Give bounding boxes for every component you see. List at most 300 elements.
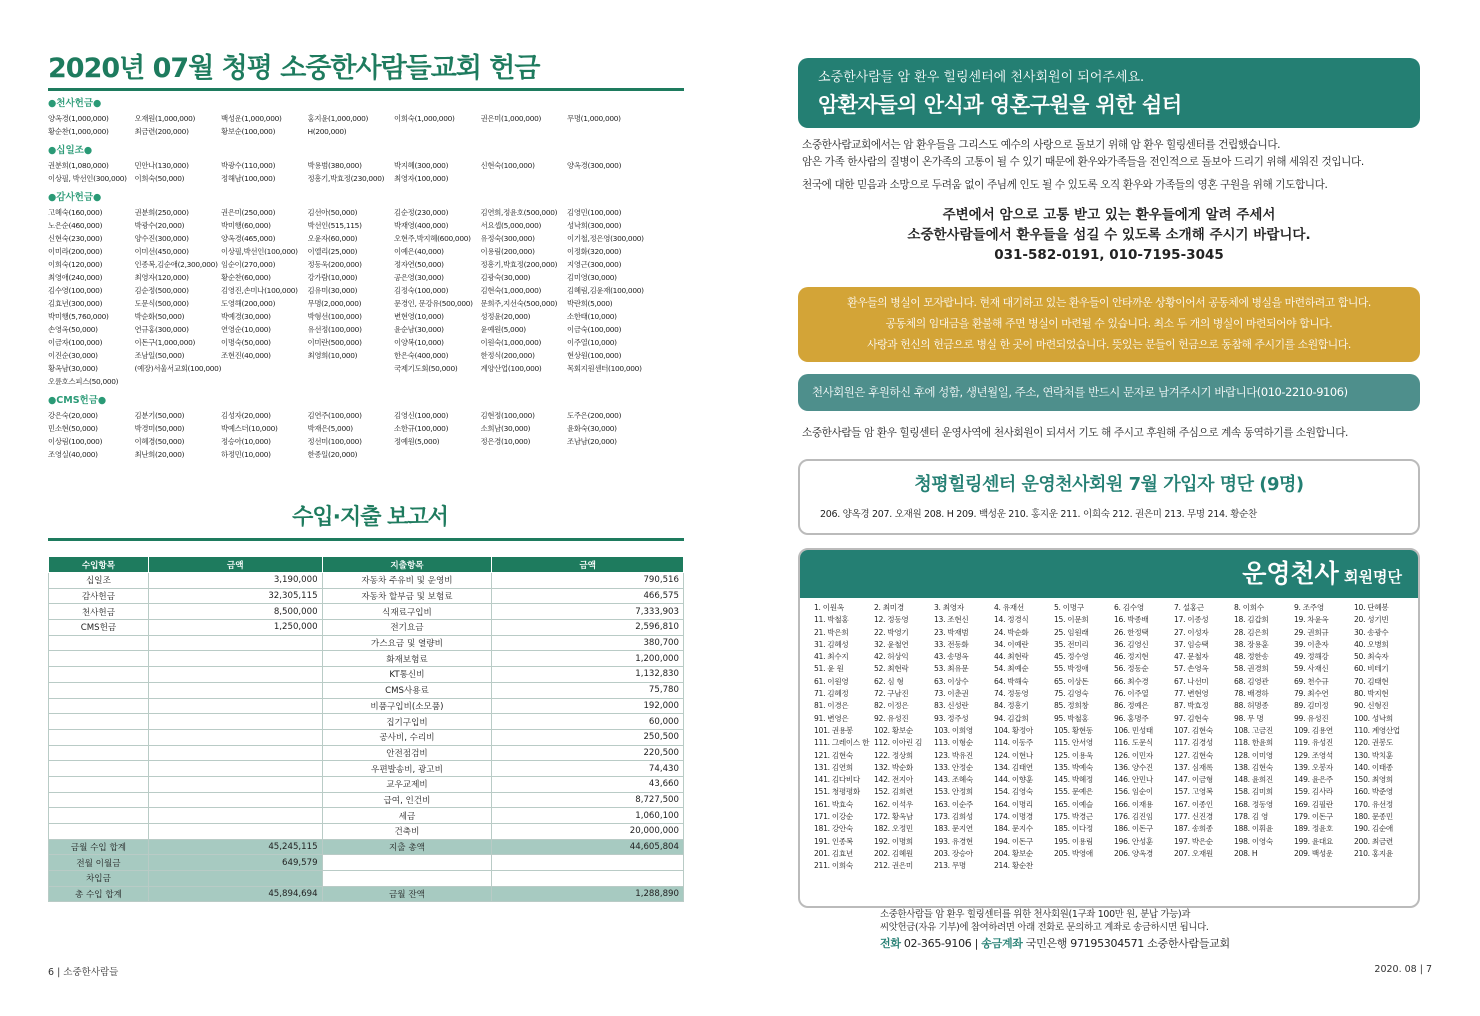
member-entry: 37. 임승택 — [1174, 639, 1209, 649]
member-entry: 35. 전미리 — [1054, 639, 1089, 649]
table-row — [49, 714, 684, 730]
members-title: 운영천사 — [1242, 559, 1339, 588]
donation-entry: 김연주(100,000) — [307, 411, 362, 420]
member-entry: 190. 김순애 — [1354, 824, 1393, 834]
member-entry: 64. 박해숙 — [994, 676, 1029, 686]
member-entry: 118. 한윤희 — [1234, 738, 1273, 748]
member-entry: 138. 김현숙 — [1234, 762, 1273, 772]
donation-entry: 김현숙(1,000,000) — [480, 286, 542, 295]
donation-entry: 김영민(100,000) — [567, 208, 622, 217]
member-entry: 15. 이문희 — [1054, 615, 1089, 625]
table-row — [49, 808, 684, 824]
donation-entry: 소희남(30,000) — [480, 424, 531, 433]
member-entry: 69. 천수규 — [1294, 676, 1329, 686]
ask-line: 주변에서 암으로 고통 받고 있는 환우들에게 알려 주세서 — [942, 207, 1276, 223]
table-cell — [49, 792, 149, 808]
table-cell: 자동차 주유비 및 운영비 — [322, 573, 492, 589]
member-entry: 151. 청평평화 — [814, 787, 860, 797]
account-label: 송금계좌 — [981, 937, 1023, 950]
member-entry: 63. 이상수 — [934, 676, 969, 686]
table-row — [49, 667, 684, 683]
donation-entry: 양옥경(1,000,000) — [48, 114, 109, 123]
member-entry: 10. 단혜봉 — [1354, 603, 1389, 612]
table-cell: 32,305,115 — [148, 588, 322, 604]
member-entry: 93. 정주성 — [934, 713, 969, 723]
donation-entry: 박형선(100,000) — [307, 312, 362, 321]
phone-number: 02-365-9106 — [900, 937, 972, 950]
column-header: 수입항목 — [49, 557, 149, 573]
table-cell: 자동차 할부금 및 보험료 — [322, 588, 492, 604]
donation-entry: 박란희(5,000) — [567, 299, 613, 308]
member-entry: 89. 김미정 — [1294, 701, 1329, 711]
donation-entry: 이용림(200,000) — [480, 247, 535, 256]
member-entry: 191. 인종복 — [814, 836, 853, 846]
member-entry: 211. 이희숙 — [814, 861, 853, 871]
member-entry: 143. 조혜숙 — [934, 775, 973, 785]
donation-heading: ●CMS헌금● — [48, 395, 107, 406]
member-entry: 103. 이희영 — [934, 725, 973, 735]
summary-cell — [322, 855, 492, 871]
donation-entry: 김정숙(100,000) — [394, 286, 449, 295]
donation-entry: 오윤자(60,000) — [307, 234, 358, 243]
donation-entry: 문경인, 문강유(500,000) — [394, 299, 473, 308]
member-entry: 126. 이민자 — [1114, 750, 1153, 760]
member-entry: 47. 문철자 — [1174, 652, 1209, 662]
donation-entry: 이돈구(1,000,000) — [134, 338, 196, 347]
phone-label: 전화 — [880, 937, 901, 950]
donation-entry: 이기철,정은영(300,000) — [567, 234, 644, 243]
member-entry: 125. 이용욱 — [1054, 750, 1093, 760]
table-cell — [148, 698, 322, 714]
table-cell: 220,500 — [492, 745, 684, 761]
donation-entry: 홍지윤(1,000,000) — [307, 114, 369, 123]
member-entry: 123. 박유진 — [934, 750, 973, 760]
table-row — [49, 620, 684, 636]
member-entry: 111. 그레이스 한 — [814, 738, 870, 748]
donation-entry: 박재영(400,000) — [394, 221, 449, 230]
member-entry: 88. 허명종 — [1234, 701, 1269, 711]
member-entry: 116. 도문식 — [1114, 738, 1153, 748]
donation-entry: H(200,000) — [307, 127, 347, 136]
donation-entry: 김유미(30,000) — [307, 286, 358, 295]
table-cell — [49, 698, 149, 714]
donation-entry: 윤화숙(30,000) — [567, 424, 617, 433]
table-row — [49, 776, 684, 792]
donation-entry: 윤순남(30,000) — [394, 325, 444, 334]
donation-entry: 민소현(50,000) — [48, 424, 98, 433]
member-entry: 24. 박순화 — [994, 627, 1029, 637]
donation-entry: 권분희(250,000) — [134, 208, 189, 217]
donation-entry: 오재원(1,000,000) — [134, 114, 196, 123]
table-cell — [49, 714, 149, 730]
member-entry: 201. 김효년 — [814, 848, 853, 858]
info-line: 씨앗헌금(자유 기부)에 참여하려면 아래 전화로 문의하고 계좌로 송금하시면 됩니다. — [880, 922, 1209, 933]
member-entry: 46. 정지현 — [1114, 652, 1149, 662]
member-entry — [1054, 860, 1114, 872]
banner-headline: 암환자들의 안식과 영혼구원을 위한 쉼터 — [818, 93, 1182, 117]
members-subtitle: 회원명단 — [1338, 568, 1402, 586]
summary-row — [49, 886, 684, 902]
donation-entry: 오현주,박지혜(600,000) — [394, 234, 471, 243]
donation-entry: 공은영(30,000) — [394, 273, 444, 282]
member-entry: 20. 성기빈 — [1354, 615, 1389, 625]
summary-cell: 차입금 — [49, 871, 149, 887]
donation-entry: 박광수(20,000) — [134, 221, 185, 230]
member-entry: 107. 김현숙 — [1174, 725, 1213, 735]
member-entry: 157. 고영복 — [1174, 787, 1213, 797]
table-cell: 집기구입비 — [322, 714, 492, 730]
table-cell — [148, 761, 322, 777]
member-entry: 200. 최금련 — [1354, 836, 1393, 846]
donation-entry: 황보순(100,000) — [221, 127, 276, 136]
donation-entry: 정흥기,박효정(200,000) — [480, 260, 558, 269]
member-entry: 106. 민성태 — [1114, 725, 1153, 735]
donation-entry: 강은숙(20,000) — [48, 411, 98, 420]
member-entry: 187. 송희종 — [1174, 824, 1213, 834]
table-cell: CMS헌금 — [49, 620, 149, 636]
intro-line: 소중한사람교회에서는 암 환우들을 그리스도 예수의 사랑으로 돌보기 위해 암 환우 힐링센터를 건립했습니다. — [802, 139, 1281, 151]
table-cell — [49, 745, 149, 761]
donation-entry: 박순화(50,000) — [134, 312, 185, 321]
donation-entry: 박지혜(300,000) — [394, 161, 449, 170]
donation-entry: 김분기(50,000) — [134, 411, 185, 420]
table-row — [49, 682, 684, 698]
donation-section — [48, 143, 684, 185]
member-entry: 1. 이원옥 — [814, 603, 844, 612]
donation-entry: 조현진(40,000) — [221, 351, 271, 360]
member-entry: 87. 박효정 — [1174, 701, 1209, 711]
donation-entry: 정승아(10,000) — [221, 437, 271, 446]
member-entry: 133. 안정순 — [934, 762, 973, 772]
donation-entry: 연규홍(300,000) — [134, 325, 189, 334]
summary-cell — [148, 871, 322, 887]
member-entry: 70. 김태현 — [1354, 676, 1389, 686]
member-entry: 178. 김 영 — [1234, 812, 1269, 822]
member-entry: 176. 김진임 — [1114, 812, 1153, 822]
table-cell: 250,500 — [492, 729, 684, 745]
member-entry: 65. 이상돈 — [1054, 676, 1089, 686]
donation-entry: 계양산업(100,000) — [480, 364, 542, 373]
donation-entry: 이상필, 박선인(300,000) — [48, 174, 127, 183]
member-entry: 184. 문지수 — [994, 824, 1033, 834]
table-cell — [148, 745, 322, 761]
member-entry: 23. 박재범 — [934, 627, 969, 637]
table-cell: 감사헌금 — [49, 588, 149, 604]
table-cell: 우편발송비, 광고비 — [322, 761, 492, 777]
donation-entry: 도주은(200,000) — [567, 411, 622, 420]
donation-entry: 한종일(20,000) — [307, 450, 358, 459]
member-entry: 129. 조영석 — [1294, 750, 1333, 760]
table-cell — [148, 635, 322, 651]
member-entry: 19. 차윤옥 — [1294, 615, 1329, 625]
table-cell — [148, 667, 322, 683]
referral-request — [798, 205, 1420, 265]
new-members-list: 206. 양옥경 207. 오재원 208. H 209. 백성운 210. 홍지운 211. 이희숙 212. 권은미 213. 무명 214. 황순찬 — [820, 509, 1257, 520]
table-cell: 2,596,810 — [492, 620, 684, 636]
donation-entry: 이희숙(1,000,000) — [394, 114, 455, 123]
intro-text — [802, 137, 1422, 194]
member-entry: 109. 김용연 — [1294, 725, 1333, 735]
member-entry: 142. 전지아 — [874, 775, 913, 785]
donation-entry: 이예은(40,000) — [394, 247, 444, 256]
member-entry: 207. 오재원 — [1174, 848, 1213, 858]
notice-line: 환우들의 병실이 모자랍니다. 현재 대기하고 있는 환우들이 안타까운 상황이어서 공동체에 병실을 마련하려고 합니다. — [847, 296, 1371, 309]
table-cell — [148, 729, 322, 745]
member-entry: 117. 김경성 — [1174, 738, 1213, 748]
donation-entry: 이엘리(25,000) — [307, 247, 358, 256]
member-entry: 167. 이종인 — [1174, 799, 1213, 809]
member-entry: 160. 박준영 — [1354, 787, 1393, 797]
member-entry: 60. 비테기 — [1354, 664, 1389, 674]
intro-line: 천국에 대한 믿음과 소망으로 두려움 없이 주님께 인도 될 수 있도록 오직 환우와 가족들의 영혼 구원을 위해 기도합니다. — [802, 179, 1328, 191]
member-entry: 99. 유성진 — [1294, 713, 1329, 723]
member-entry: 147. 이금형 — [1174, 775, 1213, 785]
title-divider — [48, 88, 684, 91]
member-entry: 17. 이종성 — [1174, 615, 1209, 625]
donation-entry: 무명(2,000,000) — [307, 299, 362, 308]
member-entry: 51. 윤 원 — [814, 664, 844, 674]
donation-entry: 국제기도회(50,000) — [394, 364, 458, 373]
member-entry: 213. 무명 — [934, 861, 966, 871]
member-entry: 120. 권봉도 — [1354, 738, 1393, 748]
donation-entry — [221, 362, 308, 375]
member-entry: 42. 허상익 — [874, 652, 909, 662]
donation-entry: 손영옥(50,000) — [48, 325, 98, 334]
donation-entry: 정해남(100,000) — [221, 174, 276, 183]
member-entry: 122. 정상희 — [874, 750, 913, 760]
member-entry: 28. 김은희 — [1234, 627, 1269, 637]
member-entry: 74. 정동영 — [994, 689, 1029, 699]
summary-row — [49, 871, 684, 887]
member-entry: 98. 무 명 — [1234, 713, 1264, 723]
member-entry: 208. H — [1234, 848, 1258, 858]
support-note: 소중한사람들 암 환우 힐링센터 운영사역에 천사회원이 되셔서 기도 해 주시고 후원해 주심으로 계속 동역하기를 소원합니다. — [802, 427, 1349, 439]
member-entry: 186. 이돈구 — [1114, 824, 1153, 834]
income-expense-table — [48, 556, 684, 902]
table-cell: 세금 — [322, 808, 492, 824]
member-entry: 96. 홍명주 — [1114, 713, 1149, 723]
member-entry: 155. 문예은 — [1054, 787, 1093, 797]
member-entry: 53. 최유문 — [934, 664, 969, 674]
member-entry: 181. 강안숙 — [814, 824, 853, 834]
member-entry: 80. 박지현 — [1354, 689, 1389, 699]
donation-entry: 이원숙(1,000,000) — [480, 338, 542, 347]
table-cell: 식재료구입비 — [322, 604, 492, 620]
table-cell: 1,060,100 — [492, 808, 684, 824]
member-entry: 180. 문종민 — [1354, 812, 1393, 822]
donation-entry: 이미라(200,000) — [48, 247, 103, 256]
member-entry: 174. 이명경 — [994, 812, 1033, 822]
page-footer-left: 6 | 소중한사람들 — [48, 967, 119, 978]
member-entry: 108. 고금진 — [1234, 725, 1273, 735]
member-entry: 18. 김갑희 — [1234, 615, 1269, 625]
donation-entry: 박예경(30,000) — [221, 312, 271, 321]
table-header-row — [49, 557, 684, 573]
donation-entry: 최난희(20,000) — [134, 450, 185, 459]
table-row — [49, 729, 684, 745]
donation-entry: 최영자(120,000) — [134, 273, 189, 282]
summary-cell: 649,579 — [148, 855, 322, 871]
member-entry: 188. 이휘윤 — [1234, 824, 1273, 834]
member-entry: 130. 박치훈 — [1354, 750, 1393, 760]
table-cell: 380,700 — [492, 635, 684, 651]
member-entry: 50. 최숙자 — [1354, 652, 1389, 662]
member-entry: 163. 이순주 — [934, 799, 973, 809]
right-page — [740, 0, 1480, 1016]
donation-entry: 황순찬(1,000,000) — [48, 127, 109, 136]
donation-entry: 김효년(300,000) — [48, 299, 103, 308]
member-entry: 36. 김영신 — [1114, 639, 1149, 649]
new-members-box — [798, 459, 1420, 535]
donation-entry: 이주열(10,000) — [567, 338, 617, 347]
member-entry: 164. 이명리 — [994, 799, 1033, 809]
donation-entry: 이양복(10,000) — [394, 338, 444, 347]
member-entry: 54. 최예순 — [994, 664, 1029, 674]
member-entry: 114. 이동주 — [994, 738, 1033, 748]
donation-entry: 하정민(10,000) — [221, 450, 271, 459]
member-entry: 6. 김수영 — [1114, 603, 1144, 612]
table-cell: 공사비, 수리비 — [322, 729, 492, 745]
donation-entry: 백성운(1,000,000) — [221, 114, 282, 123]
member-entry: 57. 손영옥 — [1174, 664, 1209, 674]
member-entry: 30. 송광수 — [1354, 627, 1389, 637]
page-title: 2020년 07월 청평 소중한사람들교회 헌금 — [48, 53, 540, 84]
member-entry: 90. 신형진 — [1354, 701, 1389, 711]
donation-entry — [308, 362, 395, 375]
member-entry — [1294, 860, 1354, 872]
member-entry: 95. 박철홍 — [1054, 713, 1089, 723]
member-entry: 25. 임원래 — [1054, 627, 1089, 637]
donation-entry: 박미행(5,760,000) — [48, 312, 109, 321]
member-entry: 127. 김현숙 — [1174, 750, 1213, 760]
member-entry: 105. 황현동 — [1054, 725, 1093, 735]
member-entry: 68. 김영관 — [1234, 676, 1269, 686]
member-entry: 131. 김연희 — [814, 762, 853, 772]
donation-entry: 황순찬(60,000) — [221, 273, 271, 282]
member-entry: 124. 이현나 — [994, 750, 1033, 760]
donation-entry: 정자연(50,000) — [394, 260, 444, 269]
table-cell — [148, 651, 322, 667]
donation-entry: 박선인(515,115) — [307, 221, 362, 230]
donation-section — [48, 96, 684, 138]
table-cell: 7,333,903 — [492, 604, 684, 620]
member-entry: 199. 윤대요 — [1294, 836, 1333, 846]
member-entry: 189. 정윤호 — [1294, 824, 1333, 834]
table-cell: 비품구입비(소모품) — [322, 698, 492, 714]
member-entry: 132. 박순화 — [874, 762, 913, 772]
summary-cell: 45,894,694 — [148, 886, 322, 902]
table-row — [49, 651, 684, 667]
donation-entry: 노은순(460,000) — [48, 221, 103, 230]
table-cell: 1,200,000 — [492, 651, 684, 667]
donation-entry: 황옥남(30,000) — [48, 364, 98, 373]
donation-entry: 김선아(50,000) — [307, 208, 358, 217]
ask-line: 소중한사람들에서 환우들을 섬길 수 있도록 소개해 주시기 바랍니다. — [907, 227, 1311, 243]
table-cell — [148, 714, 322, 730]
donation-entry: 김영진,손미나(100,000) — [221, 286, 298, 295]
member-entry: 192. 이명희 — [874, 836, 913, 846]
table-cell — [49, 667, 149, 683]
member-entry: 165. 이예슬 — [1054, 799, 1093, 809]
table-row — [49, 761, 684, 777]
donation-entry: 이금자(100,000) — [48, 338, 103, 347]
donation-entry: 강가람(10,000) — [307, 273, 358, 282]
member-entry: 179. 이돈구 — [1294, 812, 1333, 822]
donation-entry: 도영해(200,000) — [221, 299, 276, 308]
member-entry: 194. 이돈구 — [994, 836, 1033, 846]
donation-entry: 김연희,정윤호(500,000) — [480, 208, 558, 217]
new-members-title: 청평힐링센터 운영천사회원 7월 가입자 명단 (9명) — [914, 474, 1304, 495]
donation-entry: 김현정(100,000) — [480, 411, 535, 420]
member-entry: 2. 최미경 — [874, 603, 904, 612]
table-cell: 790,516 — [492, 573, 684, 589]
member-entry: 49. 정해강 — [1294, 652, 1329, 662]
member-entry — [1174, 860, 1234, 872]
donation-entry: 이미란(500,000) — [307, 338, 362, 347]
table-row — [49, 635, 684, 651]
member-entry: 169. 김필란 — [1294, 799, 1333, 809]
member-entry: 152. 김희련 — [874, 787, 913, 797]
member-entry: 39. 이춘자 — [1294, 639, 1329, 649]
table-cell: 1,132,830 — [492, 667, 684, 683]
member-entry: 67. 나선미 — [1174, 676, 1209, 686]
member-entry: 153. 안정희 — [934, 787, 973, 797]
table-cell: 8,500,000 — [148, 604, 322, 620]
table-cell — [148, 682, 322, 698]
table-cell: 가스요금 및 열량비 — [322, 635, 492, 651]
member-entry: 175. 박경근 — [1054, 812, 1093, 822]
member-entry: 48. 정한송 — [1234, 652, 1269, 662]
room-shortage-notice — [798, 287, 1420, 362]
member-entry: 136. 양수진 — [1114, 762, 1153, 772]
member-entry: 214. 황순찬 — [994, 861, 1033, 871]
donation-entry: 신현숙(100,000) — [480, 161, 535, 170]
donation-entry: 목회지원센터(100,000) — [567, 364, 642, 373]
member-entry: 110. 계영산업 — [1354, 725, 1400, 735]
member-entry — [1114, 860, 1174, 872]
table-cell — [49, 635, 149, 651]
table-cell: 60,000 — [492, 714, 684, 730]
members-box — [798, 548, 1420, 908]
donation-list — [48, 96, 684, 466]
member-entry: 73. 이춘권 — [934, 689, 969, 699]
summary-cell — [492, 855, 684, 871]
member-entry: 145. 박혜정 — [1054, 775, 1093, 785]
member-entry: 34. 이예란 — [994, 639, 1029, 649]
member-entry: 66. 최수경 — [1114, 676, 1149, 686]
member-entry: 168. 정동영 — [1234, 799, 1273, 809]
donation-entry: 박재은(5,000) — [307, 424, 353, 433]
table-cell — [49, 808, 149, 824]
table-cell — [49, 761, 149, 777]
table-cell: 466,575 — [492, 588, 684, 604]
donation-section — [48, 393, 684, 461]
donation-entry: 소한규(100,000) — [394, 424, 449, 433]
summary-row — [49, 839, 684, 855]
member-entry: 91. 변영은 — [814, 713, 849, 723]
member-entry: 92. 유성진 — [874, 713, 909, 723]
table-cell: 43,660 — [492, 776, 684, 792]
member-entry: 177. 신진경 — [1174, 812, 1213, 822]
donation-entry: 윤예원(5,000) — [480, 325, 526, 334]
member-entry: 58. 권경희 — [1234, 664, 1269, 674]
bottom-info — [880, 908, 1230, 950]
member-entry: 11. 박철홍 — [814, 615, 849, 625]
donation-entry: 김영신(100,000) — [394, 411, 449, 420]
donation-heading: ●천사헌금● — [48, 98, 102, 109]
member-entry: 182. 오정민 — [874, 824, 913, 834]
table-cell — [49, 651, 149, 667]
